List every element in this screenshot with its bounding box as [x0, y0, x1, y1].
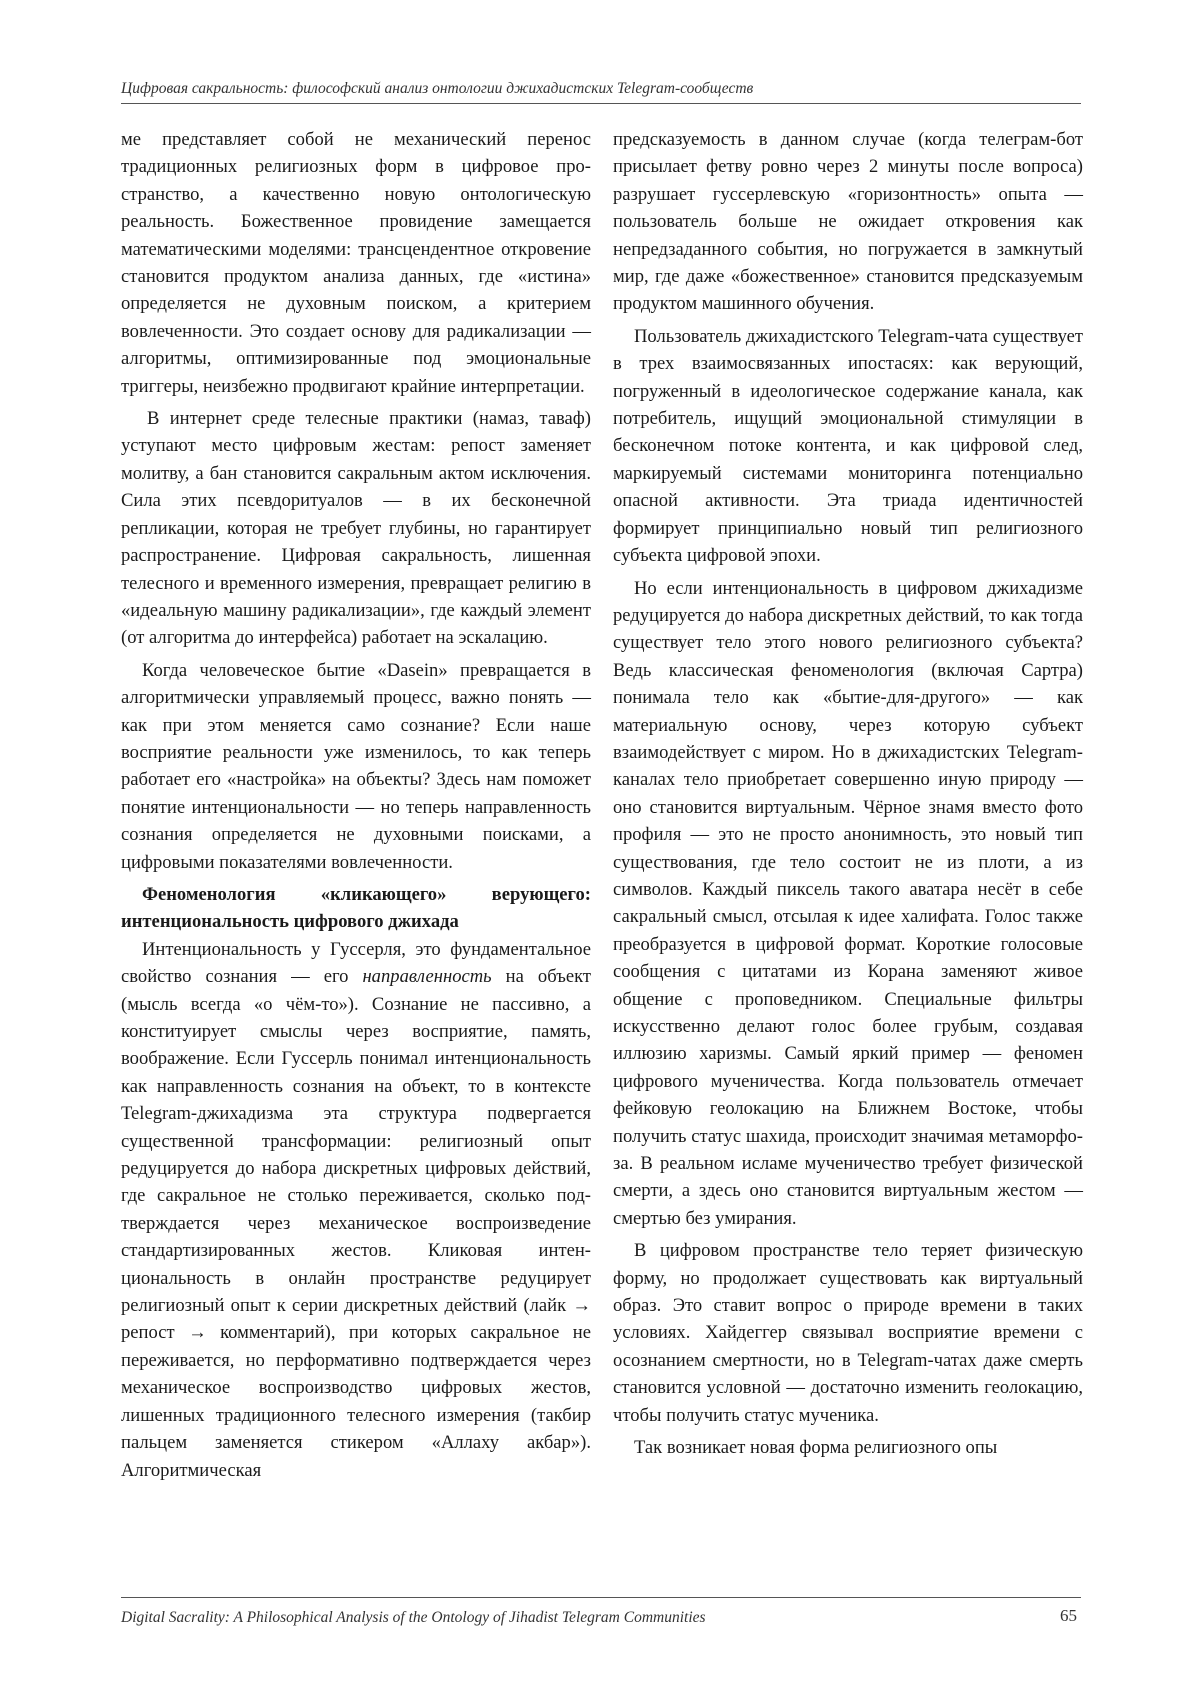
paragraph: В интернет среде телесные практики (намаз, таваф) уступают место цифровым жестам: репост заменяет молитву, а бан становится сакральным актом исключения. Сила этих псевдоритуалов — в их бесконечной репликации, которая не требует глубины, но гарантирует распространение. Цифровая сакральность, лишенная телесного и временного измерения, превращает религию в «идеальную машину радикализации», где каждый элемент (от алгоритма до интерфейса) работает на эскалацию. — [121, 408, 591, 649]
paragraph — [121, 936, 591, 1484]
paragraph: Так возникает новая форма религиозного опы — [634, 1437, 998, 1459]
left-column — [121, 126, 591, 1489]
paragraph: Пользователь джихадистского Telegram-чата существует в трех взаимосвязанных ипостасях: как верующий, погруженный в идеологическое содержание канала, как потребитель, ищущий эмоциональной стимуляции в бесконечном потоке контента, и как цифровой след, маркируемый системами мониторинга потенциально опасной активности. Эта триада идентичностей формирует принципиально новый тип религиозного субъекта цифровой эпохи. — [613, 325, 1083, 567]
paragraph: Когда человеческое бытие «Dasein» превращается в алгоритмически управляемый процесс, важно понять — как при этом меняется само сознание? Если наше восприятие реальности уже изменилось, то как теперь работает его «настройка» на объекты? Здесь нам поможет понятие интенциональности — но теперь направленность сознания определяется не духовными поисками, а цифровыми показателями вовлеченности. — [121, 659, 591, 873]
header-rule — [121, 103, 1081, 104]
running-title: Цифровая сакральность: философский анализ онтологии джихадистских Telegram-сообществ — [121, 80, 754, 97]
footer-rule — [121, 1597, 1081, 1598]
paragraph: ме представляет собой не механический перенос традиционных религиозных форм в цифровое пространство, а качественно новую онтологическую реальность. Божественное провидение замещается математическими моделями: трансцендентное откровение становится продуктом анализа данных, где «истина» определяется не духовным поиском, а критерием вовлеченности. Это создает основу для радикализации — алгоритмы, оптимизированные под эмоциональные триггеры, неизбежно продвигают крайние интерпретации. — [121, 129, 591, 397]
paragraph-text: на объект (мысль всегда «о чём-то»). Сознание не пассивно, а конституирует смыслы через восприятие, память, воображение. Если Гуссерль понимал интенциональность как направленность сознания на объект, то в контексте Telegram-джихадизма эта структура подвергается существенной трансформации: религиозный опыт редуцируется до набора дискретных цифровых действий, где сакральное не столько переживается, сколько подтверждается через механическое воспроизведение стандартизированных жестов. Кликовая интенциональность в онлайн пространстве редуцирует религиозный опыт к серии дискретных действий (лайк → репост → комментарий), при которых сакральное не переживается, но перформативно подтверждается через механическое воспроизводство цифровых жестов, лишенных традиционного телесного измерения (такбир пальцем заменяется стикером «Аллаху акбар»). Алгоритмическая — [121, 966, 591, 1481]
paragraph: Но если интенциональность в цифровом джихадизме редуцируется до набора дискретных действий, то как тогда существует тело этого нового религиозного субъекта? Ведь классическая феноменология (включая Сартра) понимала тело как «бытие-для-другого» — как материальную основу, через которую субъект взаимодействует с миром. Но в джихадистских Telegram-каналах тело приобретает совершенно иную природу — оно становится виртуальным. Чёрное знамя вместо фото профиля — это не просто анонимность, это новый тип существования, где тело состоит не из плоти, а из символов. Каждый пиксель такого аватара несёт в себе сакральный смысл, отсылая к идее халифата. Голос также преобразуется в цифровой формат. Короткие голосовые сообщения с цитатами из Корана заменяют живое общение с проповедником. Специальные фильтры искусственно делают голос более грубым, создавая иллюзию харизмы. Самый яркий пример — феномен цифрового мученичества. Когда пользователь отмечает фейковую геолокацию на Ближнем Востоке, чтобы получить статус шахида, происходит значимая метаморфоза. В реальном исламе мученичество требует физической смерти, а здесь оно становится виртуальным жестом — смертью без умирания. — [613, 577, 1083, 1229]
section-heading: Феноменология «кликающего» верующего: интенциональность цифрового джихада — [121, 883, 591, 933]
emphasis-text: направленность — [362, 966, 492, 988]
footer-english-title: Digital Sacrality: A Philosophical Analysis of the Ontology of Jihadist Telegram Communities — [121, 1609, 706, 1626]
right-column — [613, 126, 1083, 1467]
paragraph-text: Интенциональность у Гуссерля, это фундаментальное свойство сознания — его — [121, 938, 591, 988]
paragraph: В цифровом пространстве тело теряет физическую форму, но продолжает существовать как виртуальный образ. Это ставит вопрос о природе времени в таких условиях. Хайдеггер связывал восприятие времени с осознанием смертности, но в Telegram-чатах даже смерть становится условной — достаточно изменить геолокацию, чтобы получить статус мученика. — [613, 1240, 1083, 1426]
page-number: 65 — [1060, 1606, 1077, 1625]
paragraph: предсказуемость в данном случае (когда телеграм-бот присылает фетву ровно через 2 минуты после вопроса) разрушает гуссерлевскую «горизонтность» опыта — пользователь больше не ожидает откровения как непредзаданного события, но погружается в замкнутый мир, где даже «божественное» становится предсказуемым продуктом машинного обучения. — [613, 129, 1083, 315]
